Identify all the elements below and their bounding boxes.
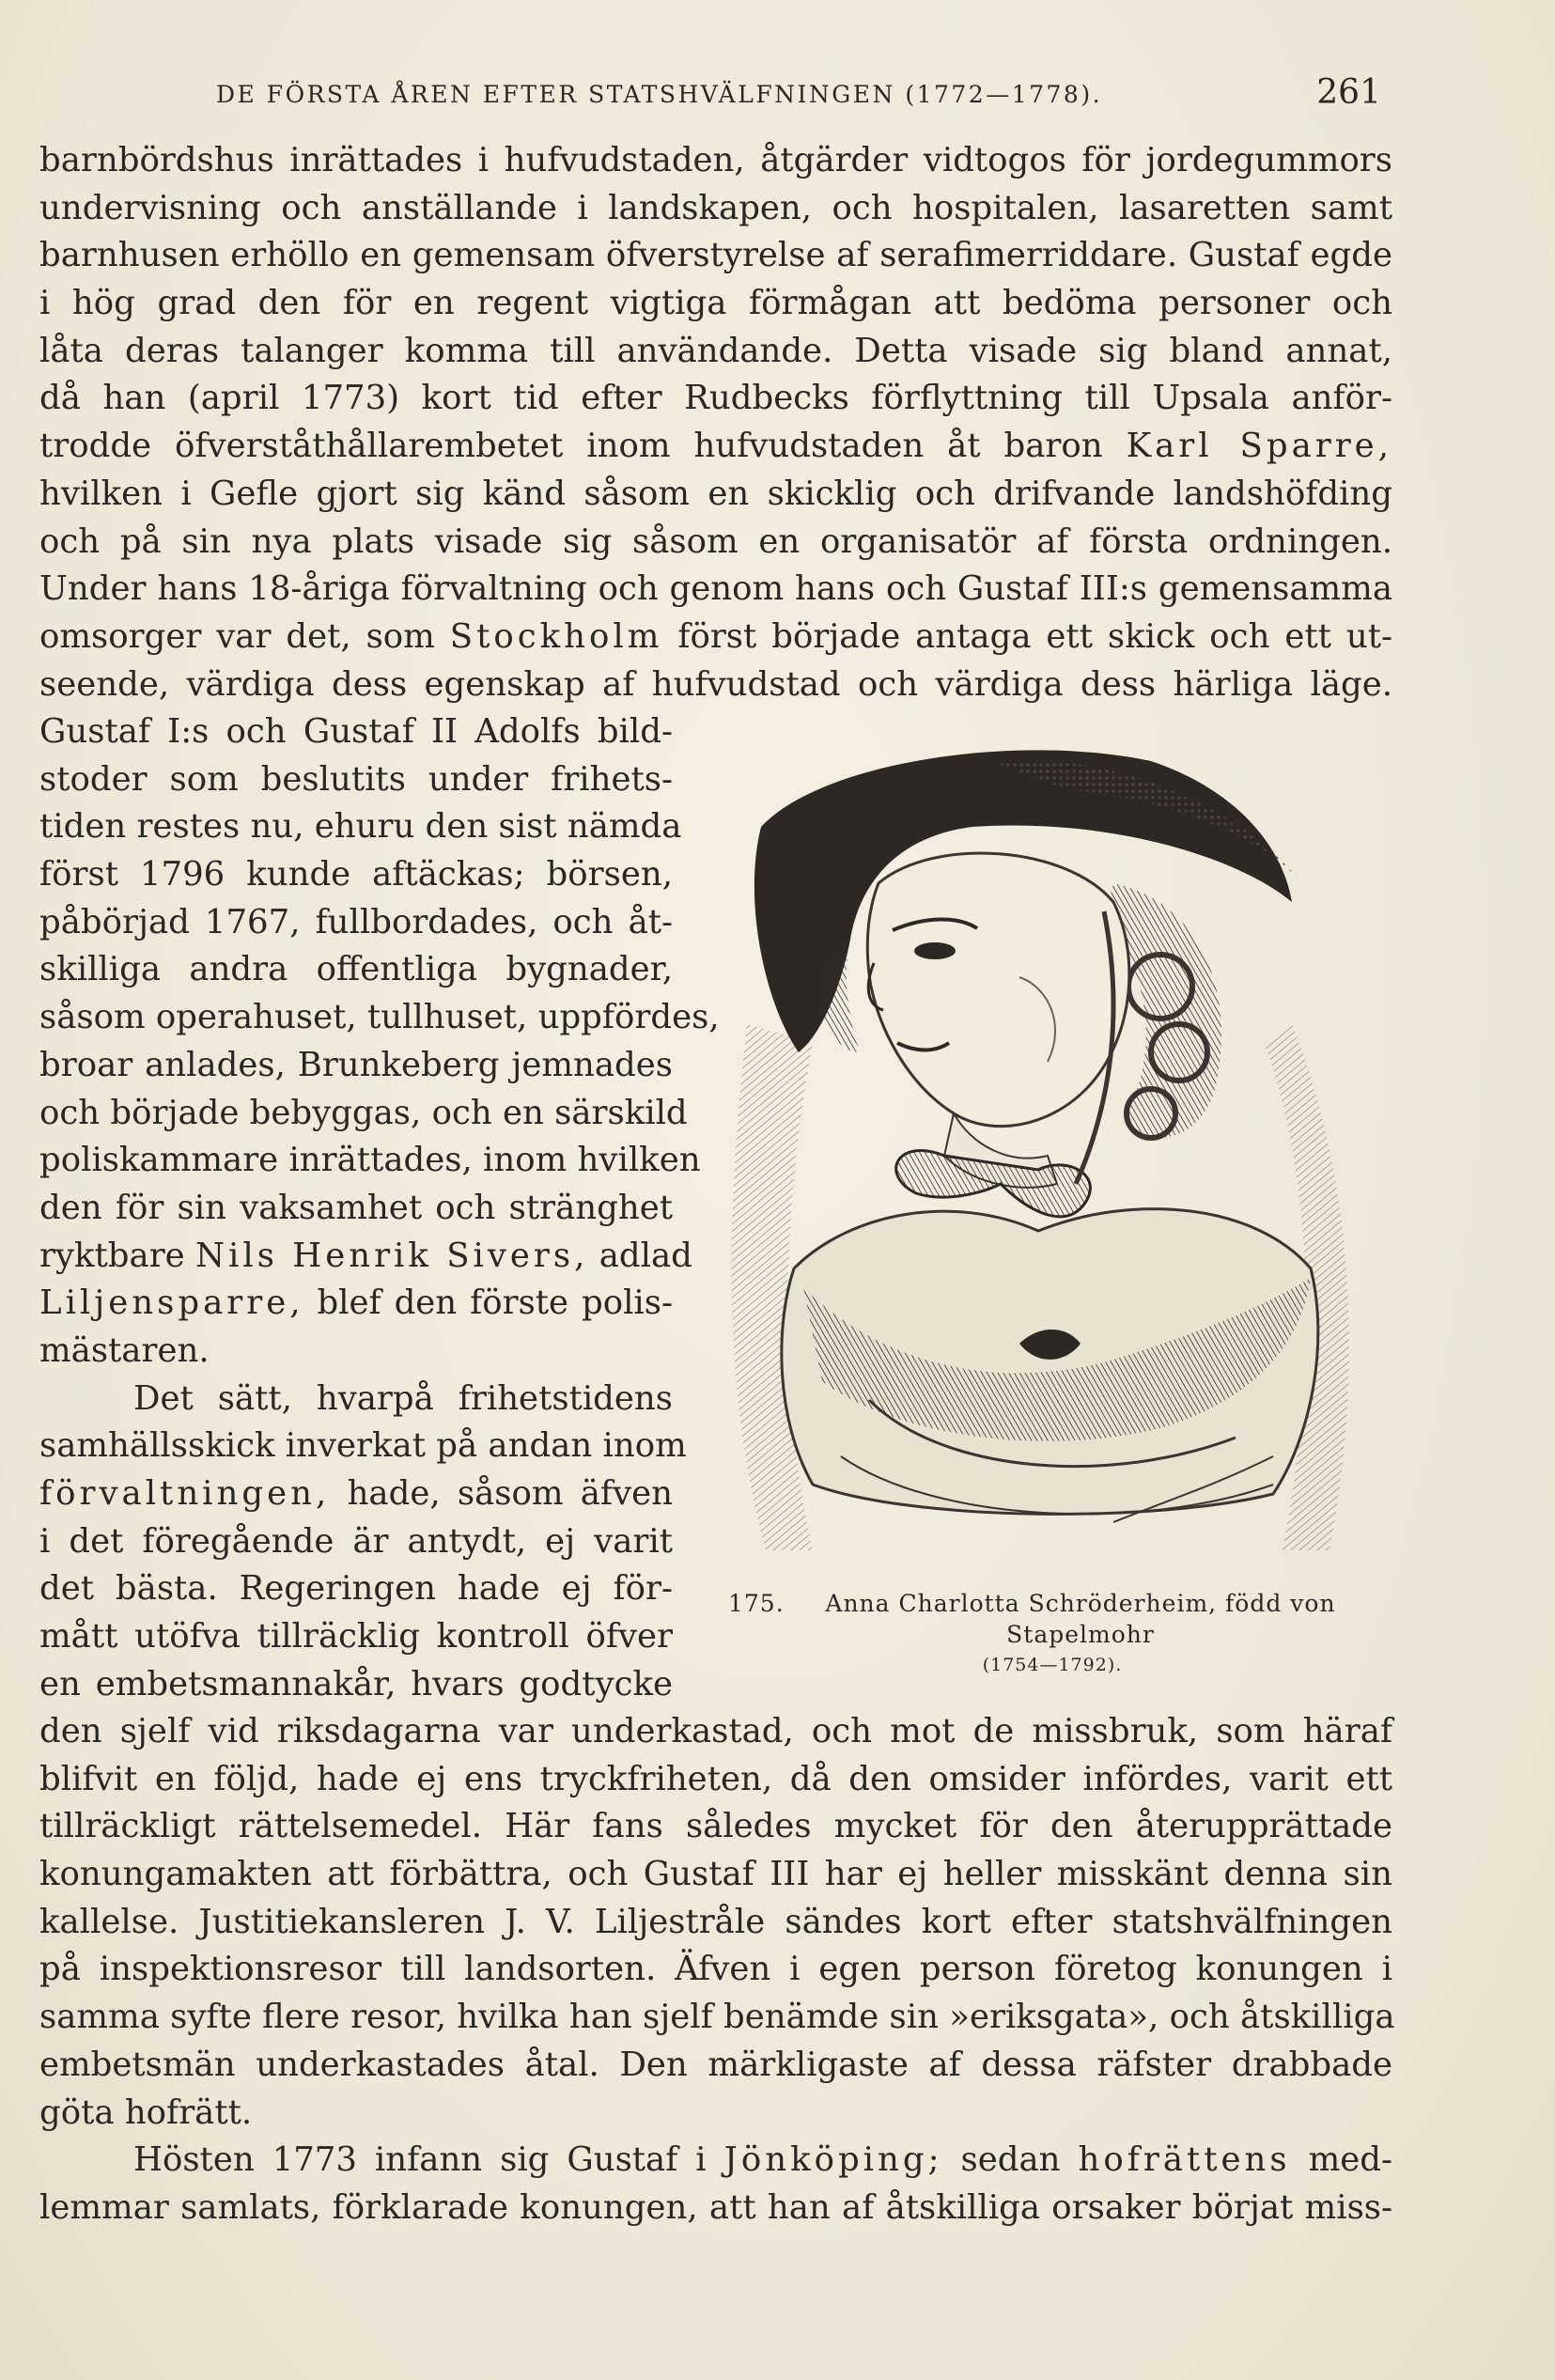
text-line: det bästa. Regeringen hade ej för-: [39, 1569, 673, 1609]
text-line: mått utöfva tillräcklig kontroll öfver: [39, 1617, 673, 1657]
text-line: tiden restes nu, ehuru den sist nämda: [39, 807, 682, 847]
text-line: poliskammare inrättades, inom hvilken: [39, 1141, 701, 1180]
text-line: den sjelf vid riksdagarna var underkastad, och mot de missbruk, som häraf: [39, 1712, 1392, 1750]
emphasis-word: hofrättens: [1078, 2140, 1291, 2180]
text-line: [39, 1280, 673, 1328]
place-name: Stockholm: [449, 616, 663, 656]
text-line: och på sin nya plats visade sig såsom en organisatör af första ordningen.: [39, 521, 1392, 561]
emphasis-word: förvaltningen,: [39, 1474, 331, 1513]
caption-dates: (1754—1792).: [982, 1655, 1123, 1675]
text-line: undervisning och anställande i landskapen, och hospitalen, lasaretten samt: [39, 188, 1392, 227]
text-line: konungamakten att förbättra, och Gustaf III har ej heller misskänt denna sin: [39, 1855, 1392, 1894]
page-number: 261: [1316, 73, 1381, 112]
text-line: såsom operahuset, tullhuset, uppfördes,: [39, 998, 720, 1037]
text-line: Gustaf I:s och Gustaf II Adolfs bild-: [39, 712, 673, 751]
text-line: Det sätt, hvarpå frihetstidens: [133, 1378, 673, 1418]
text-line: Under hans 18-åriga förvaltning och genom hans och Gustaf III:s gemensamma: [39, 569, 1392, 609]
portrait-figure: [700, 742, 1376, 1569]
text-line: barnhusen erhöllo en gemensam öfverstyrelse af serafimerriddare. Gustaf egde: [39, 236, 1392, 275]
text-line: påbörjad 1767, fullbordades, och åt-: [39, 902, 673, 941]
text-line: mästaren.: [39, 1330, 210, 1370]
text-fragment: Hösten 1773 infann sig Gustaf i: [133, 2140, 707, 2180]
text-line: broar anlades, Brunkeberg jemnades: [39, 1045, 673, 1084]
caption-text: Anna Charlotta Schröderheim, född von Stapelmohr: [825, 1590, 1336, 1648]
text-fragment: först började antaga ett skick och ett ut-: [677, 616, 1392, 656]
text-fragment: blef den förste polis-: [317, 1283, 673, 1323]
text-line: barnbördshus inrättades i hufvudstaden, åtgärder vidtogos för jordegummors: [39, 141, 1392, 179]
text-line: [39, 423, 1392, 471]
text-line: seende, värdiga dess egenskap af hufvudstad och värdiga dess härliga läge.: [39, 664, 1392, 704]
figure-caption: [728, 1588, 1376, 1681]
text-line: då han (april 1773) kort tid efter Rudbecks förflyttning till Upsala anför-: [39, 379, 1392, 418]
text-line: [39, 1233, 692, 1281]
text-fragment: hade, såsom äfven: [347, 1474, 673, 1513]
text-line: samma syfte flere resor, hvilka han sjelf benämde sin »eriksgata», och åtskilliga: [39, 1998, 1395, 2037]
text-line: skilliga andra offentliga bygnader,: [39, 950, 673, 989]
text-line: samhällsskick inverkat på andan inom: [39, 1426, 687, 1466]
text-line: låta deras talanger komma till användande. Detta visade sig bland annat,: [39, 331, 1392, 370]
text-line: i det föregående är antydt, ej varit: [39, 1521, 673, 1561]
text-line: i hög grad den för en regent vigtiga förmågan att bedöma personer och: [39, 284, 1392, 323]
text-line: lemmar samlats, förklarade konungen, att han af åtskilliga orsaker börjat miss-: [39, 2187, 1392, 2227]
text-line: embetsmän underkastades åtal. Den märkligaste af dessa räfster drabbade: [39, 2045, 1392, 2084]
text-fragment: sedan: [960, 2140, 1061, 2180]
text-line: och började bebyggas, och en särskild: [39, 1093, 688, 1132]
text-line: [39, 1470, 673, 1518]
body-text-top: [39, 137, 1392, 708]
text-line: hvilken i Gefle gjort sig känd såsom en skicklig och drifvande landshöfding: [39, 474, 1392, 513]
body-text-column: [39, 708, 720, 1708]
text-fragment: ryktbare: [39, 1236, 185, 1275]
body-text-bottom: [39, 1708, 1395, 2232]
person-name: Karl Sparre,: [1126, 427, 1392, 466]
text-line: kallelse. Justitiekansleren J. V. Liljestråle sändes kort efter statshvälfningen: [39, 1902, 1392, 1941]
text-line: den för sin vaksamhet och stränghet: [39, 1188, 673, 1227]
text-line: blifvit en följd, hade ej ens tryckfriheten, då den omsider infördes, varit ett: [39, 1759, 1392, 1798]
place-name: Jönköping;: [723, 2140, 943, 2180]
text-fragment: trodde öfverståthållarembetet inom hufvudstaden åt baron: [39, 427, 1103, 466]
text-line: [39, 2137, 1392, 2185]
text-fragment: adlad: [599, 1236, 692, 1275]
person-name: Nils Henrik Sivers,: [194, 1236, 589, 1275]
person-name: Liljensparre,: [39, 1283, 304, 1323]
text-line: tillräckligt rättelsemedel. Här fans således mycket för den återupprättade: [39, 1807, 1392, 1846]
text-fragment: med-: [1308, 2140, 1392, 2180]
text-line: på inspektionsresor till landsorten. Äfven i egen person företog konungen i: [39, 1950, 1392, 1989]
text-line: först 1796 kunde aftäckas; börsen,: [39, 855, 673, 894]
page-header: [216, 73, 1381, 120]
text-line: en embetsmannakår, hvars godtycke: [39, 1664, 673, 1703]
text-fragment: omsorger var det, som: [39, 616, 435, 656]
portrait-engraving: [709, 742, 1367, 1569]
text-line: göta hofrätt.: [39, 2092, 253, 2132]
running-title: DE FÖRSTA ÅREN EFTER STATSHVÄLFNINGEN (1772—1778).: [216, 81, 1103, 108]
figure-number: 175.: [728, 1590, 785, 1617]
text-line: [39, 614, 1392, 661]
text-line: stoder som beslutits under frihets-: [39, 759, 673, 799]
